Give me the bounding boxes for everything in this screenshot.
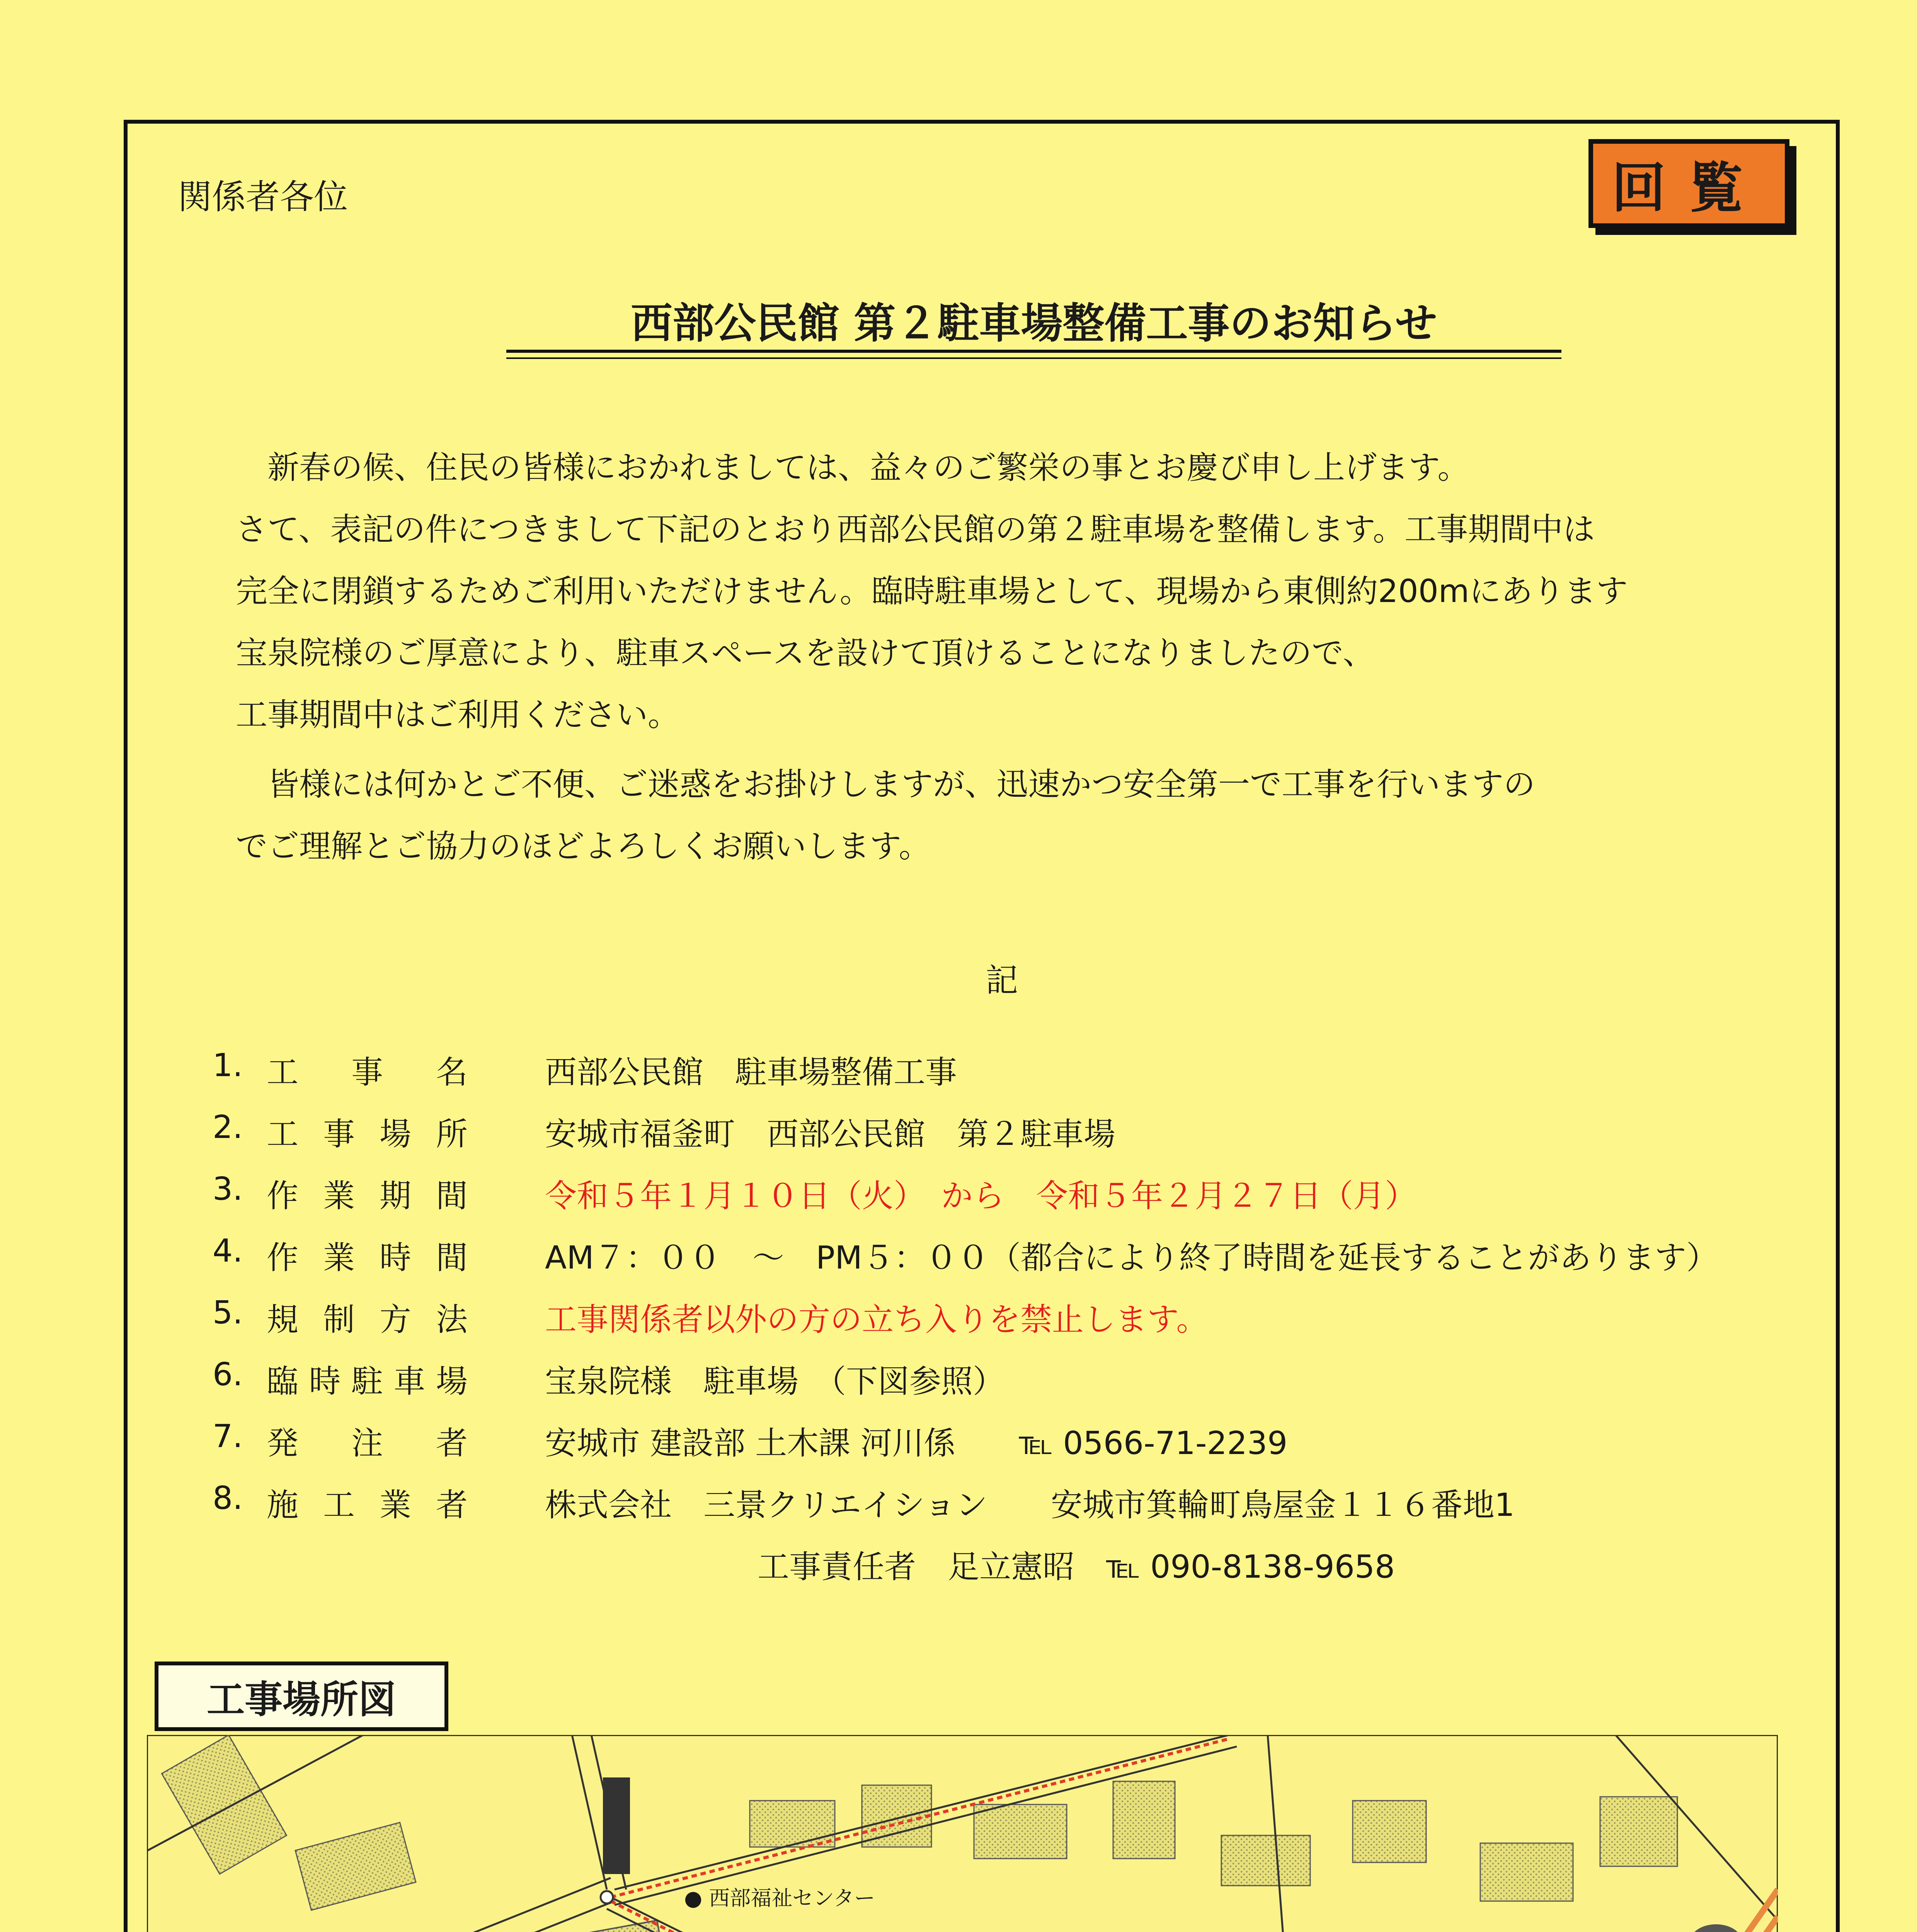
label-char: 時 (379, 1240, 411, 1276)
item-label (267, 1294, 468, 1340)
label-char: 工 (323, 1487, 355, 1524)
label-char: 間 (436, 1240, 468, 1276)
item-number: 4. (213, 1233, 243, 1269)
label-char: 事 (323, 1116, 355, 1153)
body-line: 皆様には何かとご不便、ご迷惑をお掛けしますが、迅速かつ安全第一で工事を行いますの (236, 766, 1536, 803)
item-number: 5. (213, 1294, 243, 1331)
body-line: でご理解とご協力のほどよろしくお願いします。 (236, 828, 931, 865)
map-drawing (147, 1735, 1778, 1932)
label-char: 駐 (351, 1363, 383, 1400)
item-number: 7. (213, 1418, 243, 1455)
restriction-value: 工事関係者以外の方の立ち入りを禁止します。 (545, 1301, 1208, 1338)
label-char: 作 (267, 1240, 299, 1276)
map-heading: 工事場所図 (155, 1662, 448, 1731)
site-manager: 工事責任者 足立憲昭 ℡ 090-8138-9658 (758, 1549, 1395, 1585)
work-period-value: 令和５年１月１０日（火） から 令和５年２月２７日（月） (545, 1178, 1417, 1214)
item-value: AM７：００ ～ PM５：００（都合により終了時間を延長することがあります） (545, 1240, 1718, 1276)
body-line: 宝泉院様のご厚意により、駐車スペースを設けて頂けることになりましたので、 (236, 635, 1375, 672)
document-frame (124, 120, 1840, 1932)
label-char: 方 (379, 1301, 411, 1338)
label-char: 場 (379, 1116, 411, 1153)
item-number: 2. (213, 1109, 243, 1146)
body-line: さて、表記の件につきまして下記のとおり西部公民館の第２駐車場を整備します。工事期間中は (236, 511, 1595, 548)
title-underline-thin (506, 357, 1561, 359)
label-char: 業 (379, 1487, 411, 1524)
item-number: 8. (213, 1480, 243, 1517)
item-value: 安城市福釜町 西部公民館 第２駐車場 (545, 1116, 1116, 1153)
item-number: 6. (213, 1356, 243, 1393)
label-char: 者 (436, 1425, 468, 1462)
label-char: 車 (393, 1363, 426, 1400)
item-value: 宝泉院様 駐車場 （下図参照） (545, 1363, 1005, 1400)
location-map (147, 1735, 1778, 1932)
title-underline (506, 350, 1561, 353)
label-char: 臨 (267, 1363, 299, 1400)
label-char: 業 (323, 1178, 355, 1214)
label-char: 名 (436, 1054, 468, 1091)
document-title: 西部公民館 第２駐車場整備工事のお知らせ (630, 299, 1437, 348)
item-label (267, 1356, 468, 1401)
label-char: 事 (351, 1054, 383, 1091)
label-char: 時 (309, 1363, 341, 1400)
body-line: 完全に閉鎖するためご利用いただけません。臨時駐車場として、現場から東側約200mにあります (236, 573, 1628, 610)
item-value: 安城市 建設部 土木課 河川係 ℡ 0566-71-2239 (545, 1425, 1288, 1462)
ki-heading: 記 (986, 961, 1018, 999)
intersection-sign (603, 1777, 630, 1874)
item-value: 西部公民館 駐車場整備工事 (545, 1054, 957, 1091)
signal-marker (601, 1891, 613, 1903)
label-char: 工 (267, 1116, 299, 1153)
label-char: 工 (267, 1054, 299, 1091)
label-char: 制 (323, 1301, 355, 1338)
label-char: 規 (267, 1301, 299, 1338)
circulation-badge: 回覧 (1588, 139, 1789, 228)
label-char: 者 (436, 1487, 468, 1524)
label-char: 業 (323, 1240, 355, 1276)
item-label (267, 1109, 468, 1154)
item-label (267, 1047, 468, 1092)
body-line: 工事期間中はご利用ください。 (236, 697, 680, 733)
label-char: 発 (267, 1425, 299, 1462)
label-char: 期 (379, 1178, 411, 1214)
item-number: 1. (213, 1047, 243, 1084)
label-char: 場 (436, 1363, 468, 1400)
body-line: 新春の候、住民の皆様におかれましては、益々のご繁栄の事とお慶び申し上げます。 (236, 449, 1469, 486)
item-label (267, 1418, 468, 1463)
label-char: 作 (267, 1178, 299, 1214)
label-char: 所 (436, 1116, 468, 1153)
addressee: 関係者各位 (178, 177, 348, 217)
label-char: 施 (267, 1487, 299, 1524)
map-label-welfare-center: ● 西部福祉センター (684, 1886, 875, 1910)
label-char: 間 (436, 1178, 468, 1214)
item-value: 株式会社 三景クリエイション 安城市箕輪町鳥屋金１１６番地1 (545, 1487, 1515, 1524)
label-char: 法 (436, 1301, 468, 1338)
item-label (267, 1233, 468, 1278)
item-label (267, 1171, 468, 1216)
label-char: 注 (351, 1425, 383, 1462)
item-label (267, 1480, 468, 1525)
item-number: 3. (213, 1171, 243, 1208)
